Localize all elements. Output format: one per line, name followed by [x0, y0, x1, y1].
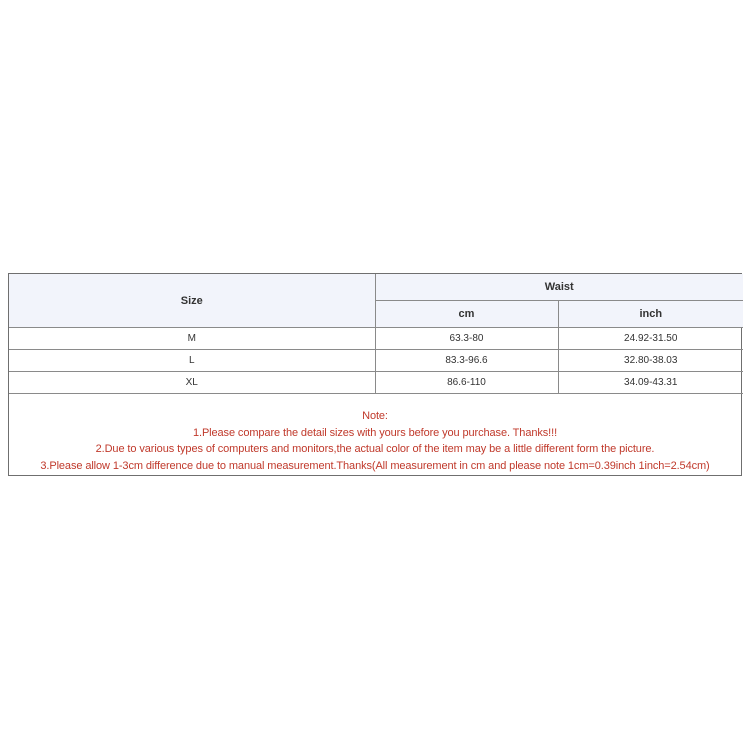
size-table	[9, 274, 743, 394]
size-cell: M	[9, 328, 375, 350]
cm-cell: 83.3-96.6	[375, 350, 558, 372]
table-row	[9, 372, 743, 394]
inch-cell: 32.80-38.03	[558, 350, 743, 372]
inch-cell: 34.09-43.31	[558, 372, 743, 394]
inch-cell: 24.92-31.50	[558, 328, 743, 350]
note-line: 2.Due to various types of computers and monitors,the actual color of the item may be a little different form the picture.	[95, 443, 655, 455]
size-cell: L	[9, 350, 375, 372]
table-row	[9, 350, 743, 372]
note-title: Note:	[362, 410, 388, 422]
cm-header: cm	[375, 301, 558, 328]
inch-header: inch	[558, 301, 743, 328]
size-cell: XL	[9, 372, 375, 394]
size-chart	[8, 273, 742, 476]
table-row	[9, 328, 743, 350]
cm-cell: 86.6-110	[375, 372, 558, 394]
note-line: 3.Please allow 1-3cm difference due to manual measurement.Thanks(All measurement in cm and please note 1cm=0.39inch 1inch=2.54cm)	[40, 459, 710, 472]
note-line: 1.Please compare the detail sizes with yours before you purchase. Thanks!!!	[192, 426, 558, 439]
header-row	[9, 274, 743, 301]
waist-header: Waist	[375, 274, 743, 301]
cm-cell: 63.3-80	[375, 328, 558, 350]
notes-section	[9, 394, 741, 474]
size-header: Size	[9, 274, 375, 328]
